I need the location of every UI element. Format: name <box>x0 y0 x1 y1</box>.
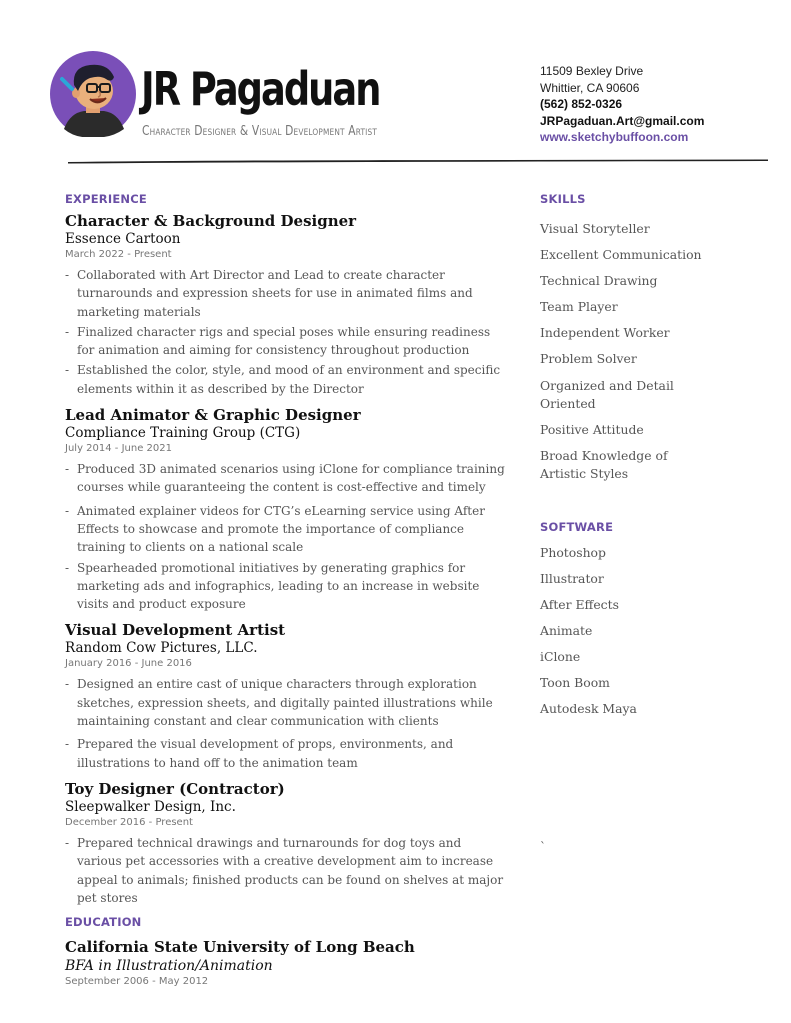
experience-column <box>65 192 505 989</box>
job-entry <box>65 621 505 771</box>
software-item: Photoshop <box>540 544 606 560</box>
skill-item: Independent Worker <box>540 325 670 341</box>
job-bullets <box>65 675 505 771</box>
job-title: Toy Designer (Contractor) <box>65 779 285 798</box>
job-dates: December 2016 - Present <box>65 816 193 828</box>
skills-list <box>540 220 740 484</box>
job-bullet: - Prepared the visual development of props, environments, and illustrations to hand off to the animation team <box>65 735 505 772</box>
software-item: Illustrator <box>540 570 604 586</box>
header-divider <box>68 158 768 164</box>
job-title: Character & Background Designer <box>65 212 357 230</box>
job-title: Lead Animator & Graphic Designer <box>65 406 361 425</box>
job-dates: July 2014 - June 2021 <box>65 443 172 455</box>
job-bullet: - Animated explainer videos for CTG’s eLearning service using After Effects to showcase and promote the importance of compliance training to clients on a national scale <box>65 502 505 557</box>
education-dates: September 2006 - May 2012 <box>65 976 209 988</box>
job-bullets <box>65 834 505 907</box>
job-entry <box>65 406 505 613</box>
skills-column <box>540 192 740 726</box>
job-entry <box>65 212 505 398</box>
job-dates: March 2022 - Present <box>65 249 172 260</box>
job-company: Compliance Training Group (CTG) <box>65 425 301 442</box>
address-line-2: Whittier, CA 90606 <box>540 80 640 95</box>
job-company: Essence Cartoon <box>65 231 181 247</box>
contact-block <box>540 63 704 146</box>
education-heading: EDUCATION <box>65 915 142 930</box>
job-dates: January 2016 - June 2016 <box>65 658 192 670</box>
skill-item: Broad Knowledge of Artistic Styles <box>540 448 668 482</box>
software-item: Autodesk Maya <box>540 701 637 717</box>
job-title: Visual Development Artist <box>65 621 286 640</box>
job-bullet: - Spearheaded promotional initiatives by generating graphics for marketing ads and infographics, leading to an increase in website visits and product exposure <box>65 559 505 614</box>
skill-item: Organized and Detail Oriented <box>540 377 674 411</box>
skill-item: Team Player <box>540 299 618 315</box>
job-bullet: - Collaborated with Art Director and Lead to create character turnarounds and expression sheets for use in animated films and marketing materials <box>65 266 505 321</box>
phone: (562) 852-0326 <box>540 97 623 112</box>
job-company: Random Cow Pictures, LLC. <box>65 640 258 657</box>
software-item: Toon Boom <box>540 675 610 691</box>
job-company: Sleepwalker Design, Inc. <box>65 798 236 815</box>
job-bullets <box>65 460 505 613</box>
address-line-1: 11509 Bexley Drive <box>540 64 644 78</box>
skill-item: Positive Attitude <box>540 421 644 437</box>
job-bullet: - Designed an entire cast of unique characters through exploration sketches, expression sheets, and digitally painted illustrations while maintaining constant and clear communication with clients <box>65 675 505 730</box>
degree: BFA in Illustration/Animation <box>65 958 273 975</box>
skill-item: Technical Drawing <box>540 273 658 289</box>
software-item: Animate <box>540 622 593 638</box>
website-link[interactable]: www.sketchybuffoon.com <box>540 130 689 145</box>
skill-item: Excellent Communication <box>540 247 702 263</box>
job-bullets <box>65 266 505 398</box>
job-bullet: - Established the color, style, and mood of an environment and specific elements within it as described by the Director <box>65 361 505 398</box>
job-bullet: - Prepared technical drawings and turnarounds for dog toys and various pet accessories with a creative development aim to increase appeal to animals; finished products can be found on shelves at major pet stores <box>65 834 505 907</box>
skill-item: Visual Storyteller <box>540 221 650 236</box>
experience-heading: EXPERIENCE <box>65 192 147 206</box>
skills-heading: SKILLS <box>540 192 586 206</box>
stray-mark: ` <box>540 840 546 854</box>
school-name: California State University of Long Beach <box>65 938 415 957</box>
tagline: Character Designer & Visual Development Artist <box>142 124 378 139</box>
software-item: After Effects <box>540 596 619 612</box>
software-list <box>540 544 740 719</box>
job-bullet: - Finalized character rigs and special poses while ensuring readiness for animation and aiming for consistency throughout production <box>65 323 505 360</box>
candidate-name: JR Pagaduan <box>141 62 380 116</box>
avatar <box>50 51 136 137</box>
skill-item: Problem Solver <box>540 351 637 367</box>
software-heading: SOFTWARE <box>540 519 614 534</box>
email-link[interactable]: JRPagaduan.Art@gmail.com <box>540 113 705 128</box>
job-entry <box>65 780 505 907</box>
job-bullet: - Produced 3D animated scenarios using iClone for compliance training courses while guaranteeing the content is cost-effective and timely <box>65 460 505 497</box>
software-item: iClone <box>540 649 581 665</box>
